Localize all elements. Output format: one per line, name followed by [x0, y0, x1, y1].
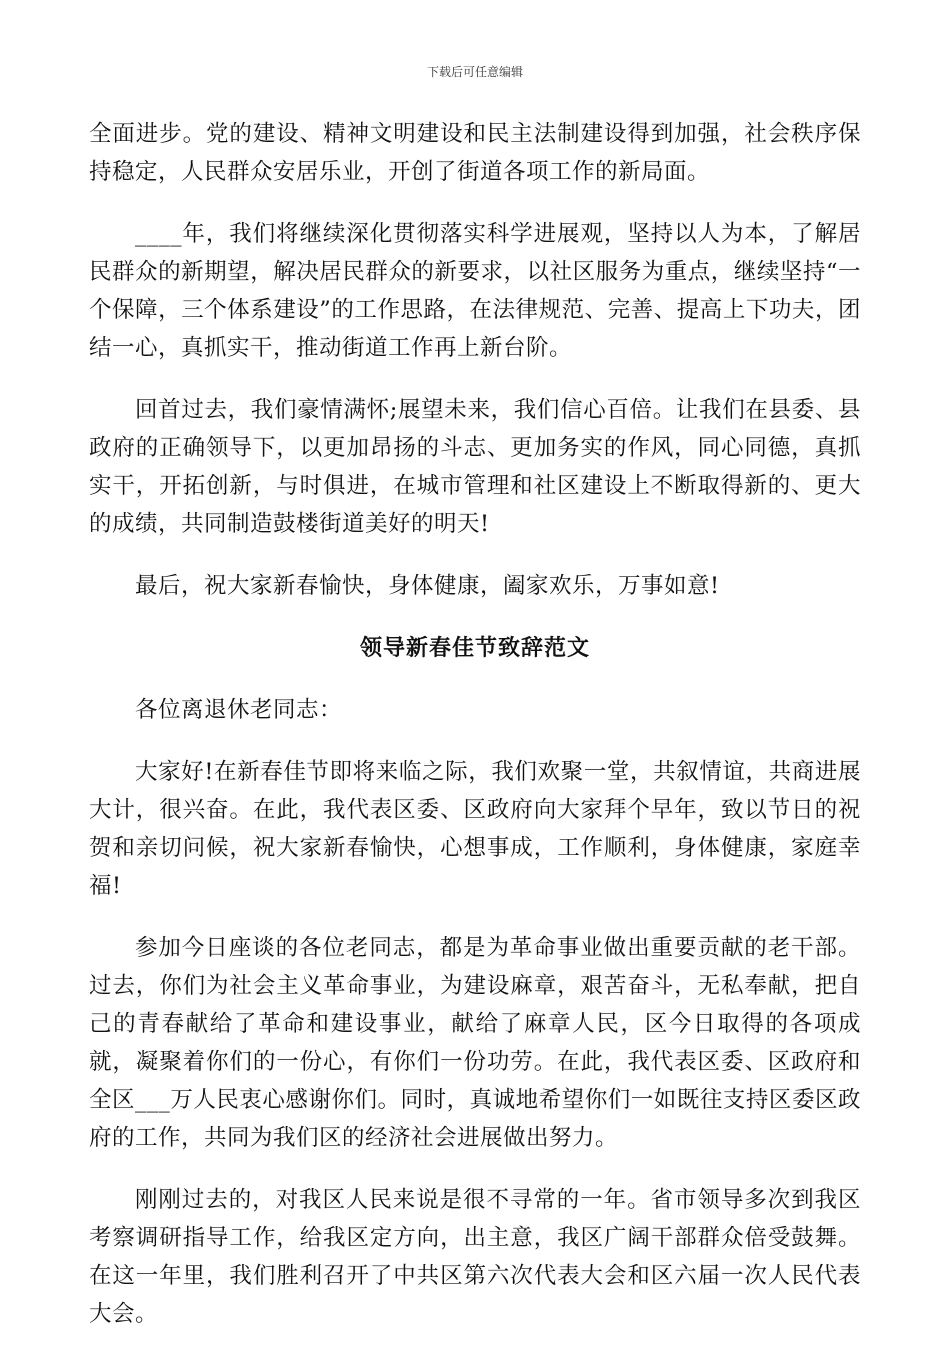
paragraph-closing-wishes: 最后，祝大家新春愉快，身体健康，阖家欢乐，万事如意! — [135, 573, 720, 599]
section-title: 领导新春佳节致辞范文 — [359, 635, 590, 661]
paragraph-gratitude: 参加今日座谈的各位老同志，都是为革命事业做出重要贡献的老干部。过去，你们为社会主义革命事业，为建设麻章，艰苦奋斗，无私奉献，把自己的青春献给了革命和建设事业，献给了麻章人民，区今日取得的各项成就，凝聚着你们的一份心，有你们一份功劳。在此，我代表区委、区政府和全区___万人民衷心感谢你们。同时，真诚地希望你们一如既往支持区委区政府的工作，共同为我们区的经济社会进展做出努力。 — [89, 935, 861, 1151]
paragraph-outlook: ____年，我们将继续深化贯彻落实科学进展观，坚持以人为本，了解居民群众的新期望，解决居民群众的新要求，以社区服务为重点，继续坚持“一个保障，三个体系建设”的工作思路，在法律规范、完善、提高上下功夫，团结一心，真抓实干，推动街道工作再上新台阶。 — [89, 221, 861, 361]
paragraph-continuation: 全面进步。党的建设、精神文明建设和民主法制建设得到加强，社会秩序保持稳定，人民群众安居乐业，开创了街道各项工作的新局面。 — [89, 121, 861, 185]
paragraph-salutation: 各位离退休老同志： — [135, 697, 343, 723]
paragraph-past-year: 刚刚过去的，对我区人民来说是很不寻常的一年。省市领导多次到我区考察调研指导工作，给我区定方向，出主意，我区广阔干部群众倍受鼓舞。在这一年里，我们胜利召开了中共区第六次代表大会和区六届一次人民代表大会。 — [89, 1187, 861, 1327]
page-header: 下载后可任意编辑 — [426, 65, 523, 79]
paragraph-greeting: 大家好!在新春佳节即将来临之际，我们欢聚一堂，共叙情谊，共商进展大计，很兴奋。在此，我代表区委、区政府向大家拜个早年，致以节日的祝贺和亲切问候，祝大家新春愉快，心想事成，工作顺利，身体健康，家庭幸福! — [89, 759, 861, 899]
paragraph-review: 回首过去，我们豪情满怀;展望未来，我们信心百倍。让我们在县委、县政府的正确领导下，以更加昂扬的斗志、更加务实的作风，同心同德，真抓实干，开拓创新，与时俱进，在城市管理和社区建设上不断取得新的、更大的成绩，共同制造鼓楼街道美好的明天! — [89, 397, 861, 537]
document-body — [89, 115, 861, 1357]
